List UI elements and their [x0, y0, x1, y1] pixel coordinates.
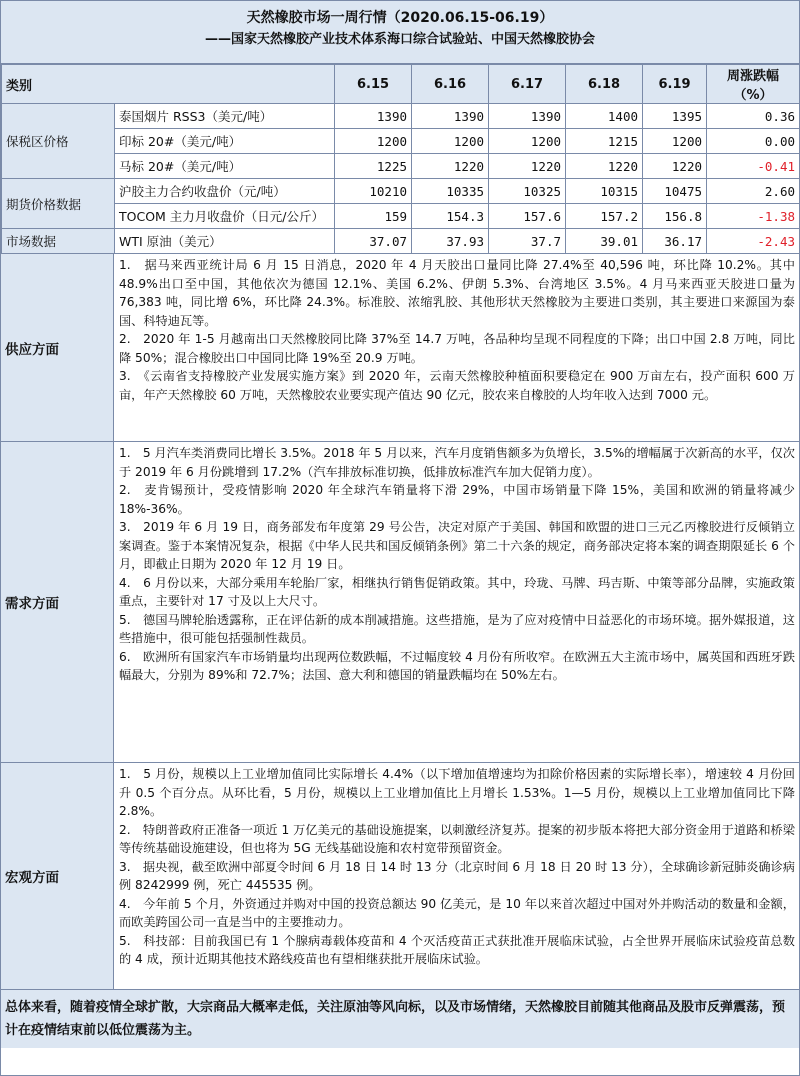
price-cell: 37.93 [412, 229, 489, 254]
demand-paragraph: 2. 麦肯锡预计，受疫情影响 2020 年全球汽车销量将下滑 29%，中国市场销量下降 15%，美国和欧洲的销量将减少 18%-36%。 [119, 483, 795, 516]
price-cell: 1390 [412, 104, 489, 129]
demand-label: 需求方面 [1, 442, 114, 762]
macro-paragraph: 1. 5 月份，规模以上工业增加值同比实际增长 4.4%（以下增加值增速均为扣除价格因素的实际增长率），增速较 4 月份回升 0.5 个百分点。从环比看，5 月份，规模以上工业增加值比上月增长 1.53%。1—5 月份，规模以上工业增加值同比下降 2.8%。 [119, 767, 795, 818]
price-cell: 10210 [335, 179, 412, 204]
item-label: 马标 20#（美元/吨） [115, 154, 335, 179]
date-header: 6.19 [643, 65, 707, 104]
price-cell: 1215 [566, 129, 643, 154]
macro-label: 宏观方面 [1, 763, 114, 989]
macro-paragraph: 2. 特朗普政府正准备一项近 1 万亿美元的基础设施提案，以刺激经济复苏。提案的初步版本将把大部分资金用于道路和桥梁等传统基础设施建设，但也将为 5G 无线基础设施和农村宽带预留资金。 [119, 822, 795, 855]
supply-paragraph: 3. 《云南省支持橡胶产业发展实施方案》到 2020 年，云南天然橡胶种植面积要稳定在 900 万亩左右，投产面积 600 万亩，年产天然橡胶 60 万吨，天然橡胶农业要实现产值达 90 亿元，胶农来自橡胶的人均年收入达到 7000 元。 [119, 369, 795, 402]
supply-paragraph: 1. 据马来西亚统计局 6 月 15 日消息，2020 年 4 月天胶出口量同比降 27.4%至 40,596 吨，环比降 10.2%。其中 48.9%出口至中国，其他依次为德国 12.1%、美国 6.2%、伊朗 5.3%、台湾地区 3.5%。4 月马来西亚天胶进口量为 76,383 吨，同比增 6%，环比降 24.3%。标准胶、浓缩乳胶、其他形状天然橡胶为主要进口类别，其主要进口来源国为泰国、科特迪瓦等。 [119, 258, 795, 328]
price-cell: 1400 [566, 104, 643, 129]
price-cell: 1200 [335, 129, 412, 154]
price-cell: 1395 [643, 104, 707, 129]
group-label-futures: 期货价格数据 [2, 179, 115, 229]
item-label: WTI 原油（美元） [115, 229, 335, 254]
price-cell: 157.6 [489, 204, 566, 229]
group-label-bonded: 保税区价格 [2, 104, 115, 179]
price-cell: 1225 [335, 154, 412, 179]
demand-paragraph: 5. 德国马牌轮胎透露称，正在评估新的成本削减措施。这些措施，是为了应对疫情中日益恶化的市场环境。据外媒报道，这些措施中，很可能包括强制性裁员。 [119, 612, 795, 645]
price-cell: 1200 [489, 129, 566, 154]
report-title: 天然橡胶市场一周行情（2020.06.15-06.19） [246, 10, 554, 26]
price-cell: 1220 [566, 154, 643, 179]
demand-body [114, 442, 799, 762]
demand-section [1, 442, 799, 763]
table-header-row [2, 65, 800, 104]
item-label: 印标 20#（美元/吨） [115, 129, 335, 154]
price-cell: 10335 [412, 179, 489, 204]
table-row [2, 129, 800, 154]
supply-label: 供应方面 [1, 254, 114, 441]
macro-section [1, 763, 799, 990]
macro-paragraph: 4. 今年前 5 个月，外资通过并购对中国的投资总额达 90 亿美元，是 10 年以来首次超过中国对外并购活动的数量和金额，而欧美跨国公司一直是当中的主要推动力。 [119, 896, 795, 929]
price-cell: 157.2 [566, 204, 643, 229]
date-header: 6.15 [335, 65, 412, 104]
change-cell: -0.41 [707, 154, 800, 179]
macro-body [114, 763, 799, 989]
price-cell: 1390 [489, 104, 566, 129]
price-cell: 1220 [412, 154, 489, 179]
price-cell: 39.01 [566, 229, 643, 254]
item-label: TOCOM 主力月收盘价（日元/公斤） [115, 204, 335, 229]
price-cell: 37.07 [335, 229, 412, 254]
price-cell: 36.17 [643, 229, 707, 254]
demand-paragraph: 6. 欧洲所有国家汽车市场销量均出现两位数跌幅，不过幅度较 4 月份有所收窄。在欧洲五大主流市场中，属英国和西班牙跌幅最大，分别为 89%和 72.7%；法国、意大利和德国的销量跌幅均在 50%左右。 [119, 649, 795, 682]
price-cell: 154.3 [412, 204, 489, 229]
date-header: 6.16 [412, 65, 489, 104]
date-header: 6.18 [566, 65, 643, 104]
price-cell: 37.7 [489, 229, 566, 254]
table-row [2, 104, 800, 129]
summary-conclusion: 总体来看，随着疫情全球扩散，大宗商品大概率走低，关注原油等风向标，以及市场情绪，天然橡胶目前随其他商品及股市反弹震荡，预计在疫情结束前以低位震荡为主。 [1, 990, 799, 1048]
price-table [1, 64, 800, 254]
report-subtitle: ——国家天然橡胶产业技术体系海口综合试验站、中国天然橡胶协会 [204, 32, 595, 47]
price-cell: 10315 [566, 179, 643, 204]
change-cell: 0.00 [707, 129, 800, 154]
macro-paragraph: 5. 科技部：目前我国已有 1 个腺病毒载体疫苗和 4 个灭活疫苗正式获批准开展临床试验，占全世界开展临床试验疫苗总数的 4 成，预计近期其他技术路线疫苗也有望相继获批开展临床试验。 [119, 933, 795, 966]
price-cell: 1390 [335, 104, 412, 129]
change-cell: -1.38 [707, 204, 800, 229]
item-label: 沪胶主力合约收盘价（元/吨） [115, 179, 335, 204]
demand-paragraph: 1. 5 月汽车类消费同比增长 3.5%。2018 年 5 月以来，汽车月度销售额多为负增长，3.5%的增幅属于次新高的水平，仅次于 2019 年 6 月份跳增到 17.2%（汽车排放标准切换，低排放标准汽车加大促销力度）。 [119, 446, 795, 479]
group-label-market: 市场数据 [2, 229, 115, 254]
category-header: 类别 [2, 65, 335, 104]
change-cell: 0.36 [707, 104, 800, 129]
table-row [2, 229, 800, 254]
demand-paragraph: 3. 2019 年 6 月 19 日，商务部发布年度第 29 号公告，决定对原产于美国、韩国和欧盟的进口三元乙丙橡胶进行反倾销立案调查。鉴于本案情况复杂，根据《中华人民共和国反倾销条例》第二十六条的规定，商务部决定将本案的调查期限延长 6 个月，即截止日期为 2020 年 12 月 19 日。 [119, 520, 795, 571]
price-cell: 10325 [489, 179, 566, 204]
supply-section [1, 254, 799, 442]
item-label: 泰国烟片 RSS3（美元/吨） [115, 104, 335, 129]
title-block [1, 1, 799, 64]
change-cell: -2.43 [707, 229, 800, 254]
demand-paragraph: 4. 6 月份以来，大部分乘用车轮胎厂家，相继执行销售促销政策。其中，玲珑、马牌、玛吉斯、中策等部分品牌，实施政策重点，主要针对 17 寸及以上大尺寸。 [119, 575, 795, 608]
macro-paragraph: 3. 据央视，截至欧洲中部夏令时间 6 月 18 日 14 时 13 分（北京时间 6 月 18 日 20 时 13 分），全球确诊新冠肺炎确诊病例 8242999 例，死亡 445535 例。 [119, 859, 795, 892]
supply-body [114, 254, 799, 441]
table-row [2, 154, 800, 179]
price-cell: 1220 [489, 154, 566, 179]
price-cell: 1200 [643, 129, 707, 154]
date-header: 6.17 [489, 65, 566, 104]
supply-paragraph: 2. 2020 年 1-5 月越南出口天然橡胶同比降 37%至 14.7 万吨，各品种均呈现不同程度的下降；出口中国 2.8 万吨，同比降 50%；混合橡胶出口中国同比降 19%至 20.9 万吨。 [119, 332, 795, 365]
table-row [2, 204, 800, 229]
table-row [2, 179, 800, 204]
price-cell: 156.8 [643, 204, 707, 229]
price-cell: 10475 [643, 179, 707, 204]
price-cell: 159 [335, 204, 412, 229]
price-cell: 1220 [643, 154, 707, 179]
change-header: 周涨跌幅（%） [707, 65, 800, 104]
price-cell: 1200 [412, 129, 489, 154]
change-cell: 2.60 [707, 179, 800, 204]
